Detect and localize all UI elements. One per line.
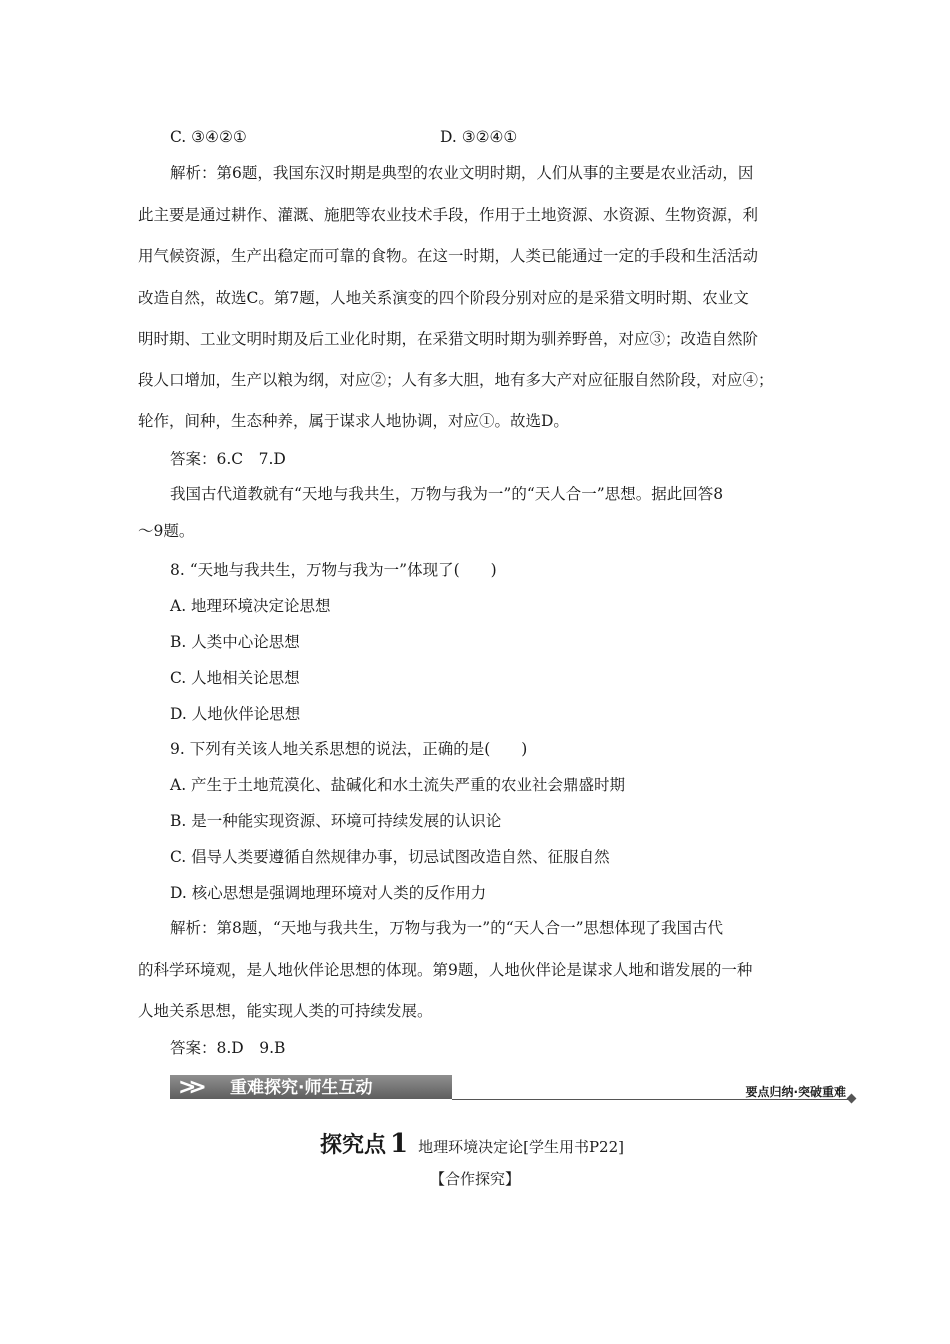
diamond-icon — [847, 1094, 857, 1104]
analysis-line: 明时期、工业文明时期及后工业化时期，在采猎文明时期为驯养野兽，对应③；改造自然阶 — [138, 330, 759, 348]
q8-option: D. 人地伙伴论思想 — [170, 705, 301, 723]
section-banner — [170, 1073, 860, 1107]
probe-subtitle: 地理环境决定论[学生用书P22] — [418, 1138, 624, 1156]
analysis-line: 改造自然，故选C。第7题，人地关系演变的四个阶段分别对应的是采猎文明时期、农业文 — [138, 289, 749, 307]
q9-option: D. 核心思想是强调地理环境对人类的反作用力 — [170, 884, 487, 902]
q8-option: B. 人类中心论思想 — [170, 633, 300, 651]
option-d: D. ③②④① — [440, 128, 518, 146]
double-chevron-icon: >> — [178, 1075, 199, 1100]
intro-line: 我国古代道教就有“天地与我共生，万物与我为一”的“天人合一”思想。据此回答8 — [170, 485, 724, 503]
banner-title: 重难探究·师生互动 — [230, 1078, 373, 1098]
banner-tagline: 要点归纳·突破重难 — [745, 1085, 846, 1099]
analysis-line: 用气候资源，生产出稳定而可靠的食物。在这一时期，人类已能通过一定的手段和生活活动 — [138, 247, 759, 265]
probe-label: 探究点 — [320, 1133, 387, 1158]
analysis-line: 此主要是通过耕作、灌溉、施肥等农业技术手段，作用于土地资源、水资源、生物资源，利 — [138, 206, 759, 224]
probe-heading — [320, 1128, 624, 1159]
analysis-line: 轮作，间种，生态种养，属于谋求人地协调，对应①。故选D。 — [138, 412, 569, 430]
analysis-line: 段人口增加，生产以粮为纲，对应②；人有多大胆，地有多大产对应征服自然阶段，对应④； — [138, 371, 774, 389]
probe-number: 1 — [390, 1129, 409, 1159]
intro-line: ～9题。 — [138, 522, 195, 540]
q8-option: A. 地理环境决定论思想 — [170, 597, 331, 615]
analysis-line: 解析：第8题，“天地与我共生，万物与我为一”的“天人合一”思想体现了我国古代 — [170, 919, 724, 937]
q9-option: B. 是一种能实现资源、环境可持续发展的认识论 — [170, 812, 502, 830]
coop-heading: 【合作探究】 — [430, 1170, 521, 1188]
q9-stem: 9. 下列有关该人地关系思想的说法，正确的是( ) — [170, 740, 528, 758]
q9-option: A. 产生于土地荒漠化、盐碱化和水土流失严重的农业社会鼎盛时期 — [170, 776, 626, 794]
q9-option: C. 倡导人类要遵循自然规律办事，切忌试图改造自然、征服自然 — [170, 848, 610, 866]
answer-8-9: 答案：8.D 9.B — [170, 1039, 286, 1057]
option-c: C. ③④②① — [170, 128, 247, 146]
analysis-line: 的科学环境观，是人地伙伴论思想的体现。第9题，人地伙伴论是谋求人地和谐发展的一种 — [138, 961, 753, 979]
answer-6-7: 答案：6.C 7.D — [170, 450, 286, 468]
analysis-line: 人地关系思想，能实现人类的可持续发展。 — [138, 1002, 433, 1020]
q8-stem: 8. “天地与我共生，万物与我为一”体现了( ) — [170, 561, 497, 579]
banner-bar — [170, 1075, 452, 1099]
analysis-line: 解析：第6题，我国东汉时期是典型的农业文明时期，人们从事的主要是农业活动，因 — [170, 164, 754, 182]
q8-option: C. 人地相关论思想 — [170, 669, 300, 687]
